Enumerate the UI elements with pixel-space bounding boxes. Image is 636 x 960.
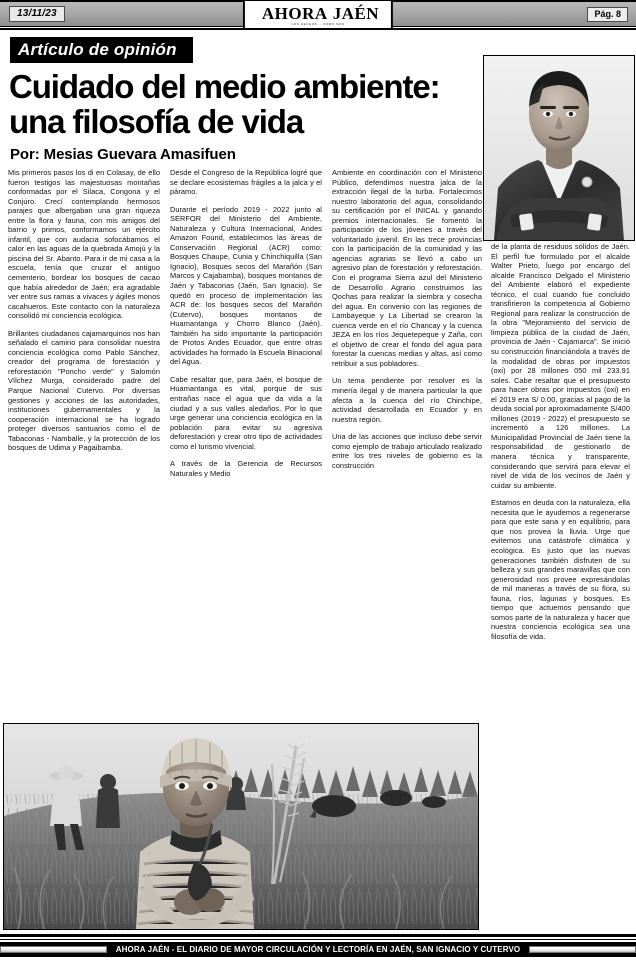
footer-rule-bottom [0,939,636,940]
text-column-3 [332,168,482,478]
paragraph: Desde el Congreso de la República logré que se declare ecosistemas frágiles a la jalca y el páramo. [170,168,322,197]
main-photo-graphic [4,724,478,929]
paragraph: Mis primeros pasos los di en Colasay, de ello fueron testigos las majestuosas montañas conformadas por el Silaca, Congona y el Conjuro. Crecí contemplando hermosos parajes que albergaban una gran riqueza entre la flora y fauna, con mis amigos del barrio y primos, conformamos un ejército infantil, que con audacia sofocábamos el calor en las aguas de la quebrada Amojú y la piscina del Sr. Abanto. Para ir de mi casa a la escuela, tenía que cruzar el antiguo cementerio, bordear los bosques de cacao que había alrededor de Jaén; era agradable ver entre sus ramas a vivaces y ágiles monos cacahueros. Este contacto con la naturaleza consolidó mi conciencia ecológica. [8,168,160,321]
paragraph: Una de las acciones que incluso debe servir como ejemplo de trabajo articulado realizado entre los tres niveles de gobierno es la construcción [332,432,482,470]
newspaper-logo [243,0,393,30]
footer-dash-right [529,946,636,953]
paragraph: Estamos en deuda con la naturaleza, ella necesita que le ayudemos a regenerarse para que este sana y en equilibrio, para que nos provea la lluvia. Urge que evitemos una catástrofe climática y ecológica. Es justo que las nuevas generaciones también disfruten de su belleza y sus grandes maravillas que con generosidad nos provee expresándolas de mil maneras a través de su flora, su fauna, ríos, lagunas y bosques. Es tiempo que actuemos pensando que somos parte de la naturaleza y hacer que nuestra conciencia ecológica sea una filosofía de vida. [491,498,630,641]
paragraph: A través de la Gerencia de Recursos Naturales y Medio [170,459,322,478]
paragraph: de la planta de residuos sólidos de Jaén. El perfil fue formulado por el alcalde Walter Prieto, luego por encargo del alcalde Francisco Delgado el Ministerio del Ambiente elaboró el expediente técnico, el cual cuando fue concluido transfirieron la competencia al Gobierno Regional para realizar la construcción de la obra "Mejoramiento del servicio de limpieza pública de la ciudad de Jaén, provincia de Jaén - Cajamarca". Se inició su construcción financiándola a través de la modalidad de obras por impuestos (oxi) por 28 millones 050 mil 233.91 soles. Cabe resaltar que el presupuesto para hacer obras por impuestos (oxi) en el 2019 era S/ 0.00, gracias al pago de la deuda social por aproximadamente S/400 millones (2019 - 2022) el presupuesto se incrementó a 126 millones. La Municipalidad Provincial de Jaén tiene la responsabilidad de gestionarlo de manera técnica y transparente, considerando que servirá para elevar el nivel de vida de los vecinos de Jaén y cuidar su ambiente. [491,242,630,490]
paragraph: Ambiente en coordinación con el Ministerio Público, defendimos nuestra jalca de la extracción ilegal de la turba. Fortalecimos nuestro laboratorio del agua, consolidando su certificación por el INICAL y ganando premios internacionales. Se fomentó la participación de los jóvenes a través del voluntariado juvenil. En las trece provincias con la participación de la comunidad y las agencias agrarias se llevó a cabo un agresivo plan de forestación y reforestación. Con el programa Sierra azul del Ministerio de Desarrollo Agrario construimos las Qochas para realizar la siembra y cosecha del agua. En convenio con las regiones de Lambayeque y La Libertad se crearon la cuenca verde en el río Chancay y la cuenca JEZA en los ríos Jequetepeque y Zaña, con el objetivo de crear el fondo del agua para forestar la cuencas medias y altas, así como retribuir a sus pobladores. [332,168,482,368]
text-column-2 [170,168,322,486]
masthead [0,0,636,27]
brand-subtitle: LOS HECHOS... COMO SON [291,21,345,26]
page-title [0,63,479,139]
child-holding-plant-in-jalca-photo [3,723,479,930]
paragraph: Un tema pendiente por resolver es la minería ilegal y de manera particular la que afecta a la cuenca del río Chinchipe, actividad desarrollada en Ecuador y en nuestra región. [332,376,482,424]
text-column-4 [491,242,630,649]
paragraph: Durante el período 2019 - 2022 junto al SERFOR del Ministerio del Ambiente, Naturaleza y Cultura Internacional, Andes Amazon Found, establecimos las áreas de Conservación Regional (ACR) como: Bosques Chaupe, Cunia y Chinchiquilla (San Ignacio), Bosques secos del Marañón (San Marcos y Cajabamba), bosques montanos de Jaén y Tabaconas (Jaén, San Ignacio). Se quedó en proceso de implementación las ACR de: los bosques secos del Marañón (Cutervo), bosques montanos de Huamantanga y Chorro Blanco (Jaén). También ha sido importante la participación de Protos Andes Ecuador, que entre otras actividades ha formado la Escuela Binacional del Agua. [170,204,322,367]
footer-banner [0,942,636,957]
brand-main-word: AHORA [261,3,328,23]
brand-title [257,5,379,22]
headline-line-1: Cuidado del medio ambiente: [9,68,440,105]
section-kicker: Artículo de opinión [10,37,193,63]
paragraph: Cabe resaltar que, para Jaén, el bosque de Huamantanga es vital, porque de sus entrañas nace el agua que da vida a la ciudad y a sus valles aledaños. Por lo que urge generar una conciencia ecológica en la población para evitar su agresiva deforestación y crear otro tipo de actividades como el turismo vivencial. [170,374,322,451]
brand-second-word: JAÉN [332,3,380,23]
footer-rules [0,934,636,940]
byline: Por: Mesias Guevara Amasifuen [10,146,236,163]
footer-tagline: AHORA JAÉN - EL DIARIO DE MAYOR CIRCULACIÓN Y LECTORÍA EN JAÉN, SAN IGNACIO Y CUTERVO [115,945,521,954]
text-column-1 [8,168,160,461]
page-number: Pág. 8 [587,7,628,22]
footer-dash-left [0,946,107,953]
author-portrait-graphic [484,56,634,240]
headline-line-2: una filosofía de vida [9,103,304,140]
author-portrait-photo [483,55,635,241]
paragraph: Brillantes ciudadanos cajamarquinos nos han señalado el camino para consolidar nuestra conciencia ecológica como Pablo Sánchez, creador del programa de forestación y reforestación "Poncho verde" y Salomón Vílchez Murga, considerado padre del Parque Nacional Cutervo. Por diversas gestiones y acciones de las autoridades, instituciones gubernamentales y la cooperación internacional se ha logrado proteger diversos santuarios como el de Tabaconas - Namballe, y la protección de los bosques de Udima y Pagaibamba. [8,328,160,453]
issue-date: 13/11/23 [9,6,65,22]
